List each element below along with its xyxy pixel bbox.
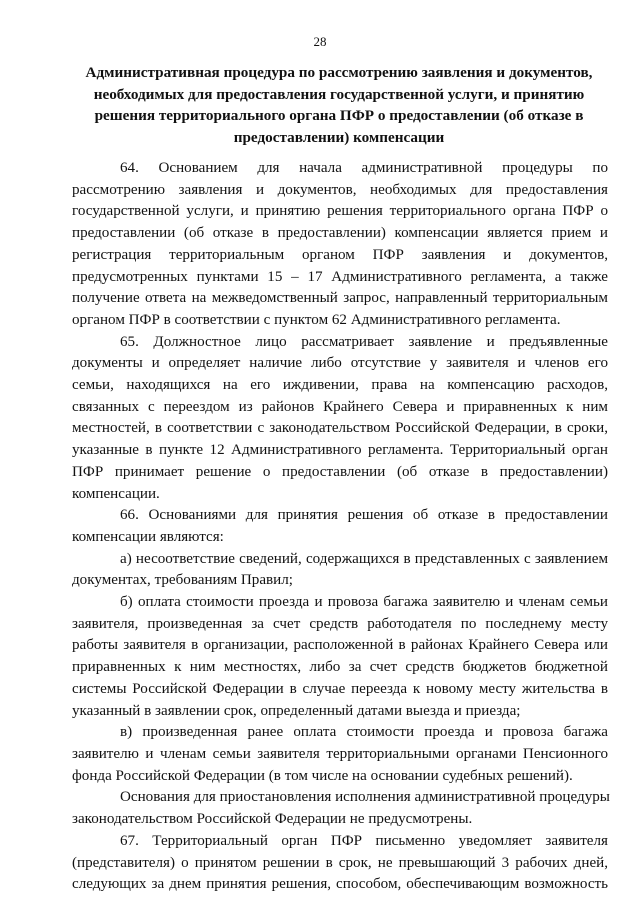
- text-line: 64. Основанием для начала административной процедуры по: [120, 160, 608, 176]
- paragraph: [72, 787, 608, 830]
- text-line: регистрация территориальным органом ПФР заявления и документов,: [72, 246, 608, 263]
- page-number: 28: [313, 34, 327, 49]
- text-line: 65. Должностное лицо рассматривает заявление и предъявленные: [120, 333, 608, 350]
- text-line: указанные в пункте 12 Административного регламента. Территориальный орган: [72, 442, 608, 459]
- paragraph: [72, 332, 608, 506]
- text-line: 67. Территориальный орган ПФР письменно уведомляет заявителя: [120, 832, 608, 849]
- paragraph: [72, 831, 608, 896]
- text-line: предусмотренных пунктами 15 – 17 Административного регламента, а также: [72, 268, 608, 285]
- text-line: государственной услуги, и принятию решения территориального органа ПФР о: [72, 203, 608, 220]
- text-line: заявителя, произведенная за счет средств работодателя по последнему месту: [72, 615, 608, 632]
- text-line: заявителю и членам семьи заявителя территориальными органами Пенсионного: [72, 745, 608, 762]
- text-line: приравненных к ним местностях, либо за счет средств бюджетов бюджетной: [72, 659, 608, 676]
- text-line: в) произведенная ранее оплата стоимости проезда и провоза багажа: [120, 724, 608, 741]
- text-line: законодательством Российской Федерации не предусмотрены.: [72, 811, 473, 828]
- paragraph: [72, 549, 608, 592]
- text-line: семьи, находящихся на его иждивении, права на компенсацию расходов,: [72, 377, 608, 394]
- text-line: работы заявителя в организации, расположенной в районах Крайнего Севера или: [72, 637, 608, 654]
- text-line: связанных с переездом из районов Крайнего Севера и приравненных к ним: [72, 398, 608, 415]
- text-line: а) несоответствие сведений, содержащихся в представленных с заявлением: [120, 550, 608, 567]
- text-line: органом ПФР в соответствии с пунктом 62 Административного регламента.: [72, 311, 561, 328]
- text-line: ПФР принимает решение о предоставлении (об отказе в предоставлении): [72, 463, 608, 480]
- text-line: рассмотрению заявления и документов, необходимых для предоставления: [72, 181, 608, 198]
- text-line: получение ответа на межведомственный запрос, направленный территориальным: [72, 290, 608, 307]
- paragraph: [72, 158, 608, 332]
- section-title: [72, 62, 606, 148]
- title-line: необходимых для предоставления государственной услуги, и принятию: [93, 85, 585, 103]
- text-line: фонда Российской Федерации (в том числе на основании судебных решений).: [72, 767, 573, 784]
- text-line: компенсации являются:: [72, 528, 224, 545]
- paragraph: [72, 592, 608, 722]
- text-line: компенсации.: [72, 485, 160, 502]
- title-line: решения территориального органа ПФР о предоставлении (об отказе в: [94, 107, 584, 124]
- text-line: предоставлении (об отказе в предоставлении) компенсации является прием и: [72, 225, 608, 242]
- text-line: 66. Основаниями для принятия решения об отказе в предоставлении: [120, 507, 608, 524]
- text-line: документах, требованиям Правил;: [72, 572, 293, 589]
- title-line: предоставлении) компенсации: [233, 128, 445, 146]
- text-line: б) оплата стоимости проезда и провоза багажа заявителю и членам семьи: [120, 594, 608, 611]
- text-line: следующих за днем принятия решения, способом, обеспечивающим возможность: [72, 876, 608, 893]
- text-line: системы Российской Федерации в случае переезда к новому месту жительства в: [72, 680, 608, 697]
- text-line: указанный в заявлении срок, определенный датами выезда и приезда;: [72, 702, 521, 719]
- text-line: местностей, в соответствии с законодательством Российской Федерации, в сроки,: [72, 420, 608, 437]
- title-line: Административная процедура по рассмотрению заявления и документов,: [85, 64, 593, 81]
- paragraph: [72, 505, 608, 548]
- text-line: документы и определяет наличие либо отсутствие у заявителя и членов его: [72, 355, 608, 372]
- document-body: [72, 158, 608, 896]
- text-line: Основания для приостановления исполнения административной процедуры: [120, 789, 610, 806]
- text-line: (представителя) о принятом решении в срок, не превышающий 3 рабочих дней,: [72, 854, 608, 871]
- paragraph: [72, 722, 608, 787]
